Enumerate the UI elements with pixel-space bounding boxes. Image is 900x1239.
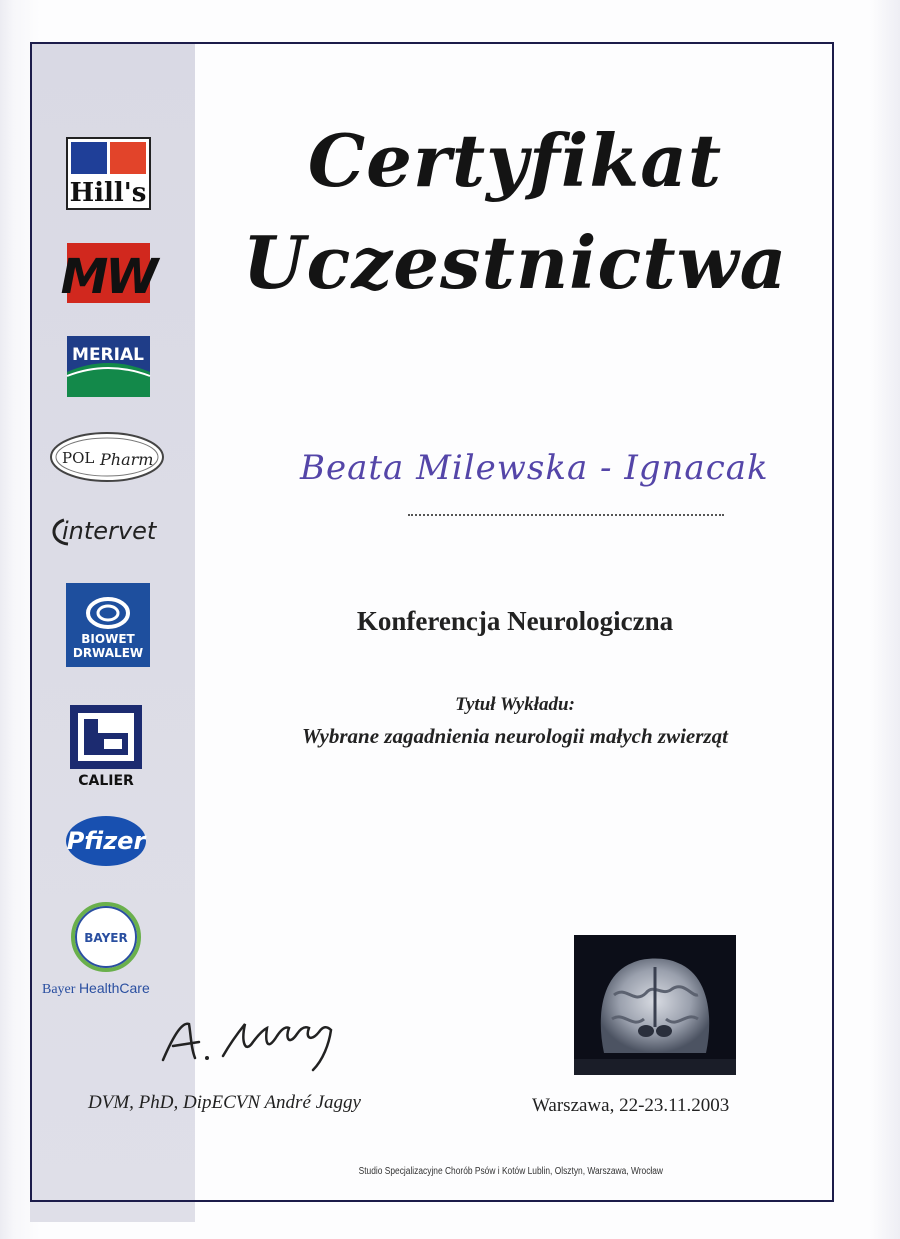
hills-logo-text: Hill's — [69, 178, 147, 208]
merial-logo-text: MERIAL — [72, 345, 144, 365]
biowet-logo-text-1: BIOWET — [81, 632, 135, 646]
brain-mri-image — [574, 935, 736, 1075]
biowet-logo — [66, 583, 150, 667]
lecture-title: Wybrane zagadnienia neurologii małych zwierząt — [302, 724, 728, 748]
biowet-logo-text-2: DRWALEW — [72, 646, 144, 660]
participant-name: Beata Milewska - Ignacak — [300, 448, 769, 488]
merial-logo — [67, 336, 150, 397]
hills-logo — [67, 138, 150, 209]
handwritten-signature — [155, 1012, 365, 1076]
mw-logo — [60, 243, 156, 305]
bayer-logo — [38, 900, 174, 1000]
bayer-healthcare-text: Bayer HealthCare — [42, 980, 150, 997]
certificate-title-line1: Certyfikat — [307, 118, 723, 203]
intervet-logo — [48, 512, 166, 550]
pfizer-logo-text: Pfizer — [66, 827, 146, 855]
mw-logo-text: MW — [60, 249, 156, 305]
bayer-logo-cross-text: BAYER — [84, 931, 128, 945]
polpharm-logo — [48, 428, 166, 486]
polpharm-logo-text-pharm: Pharm — [100, 450, 154, 469]
pfizer-logo — [64, 813, 148, 869]
name-dotted-line — [408, 514, 724, 516]
polpharm-logo-text-pol: POL — [62, 449, 95, 467]
signer-credentials: DVM, PhD, DipECVN André Jaggy — [88, 1092, 361, 1113]
calier-logo-text: CALIER — [78, 773, 134, 789]
lecture-label: Tytuł Wykładu: — [455, 694, 575, 715]
calier-logo — [68, 703, 144, 789]
place-and-date: Warszawa, 22-23.11.2003 — [532, 1095, 730, 1116]
footer-organizer: Studio Specjalizacyjne Chorób Psów i Kotów Lublin, Olsztyn, Warszawa, Wrocław — [358, 1166, 663, 1177]
conference-name: Konferencja Neurologiczna — [356, 606, 674, 636]
certificate-title-line2: Uczestnictwa — [242, 220, 788, 305]
intervet-logo-text: intervet — [62, 517, 157, 545]
